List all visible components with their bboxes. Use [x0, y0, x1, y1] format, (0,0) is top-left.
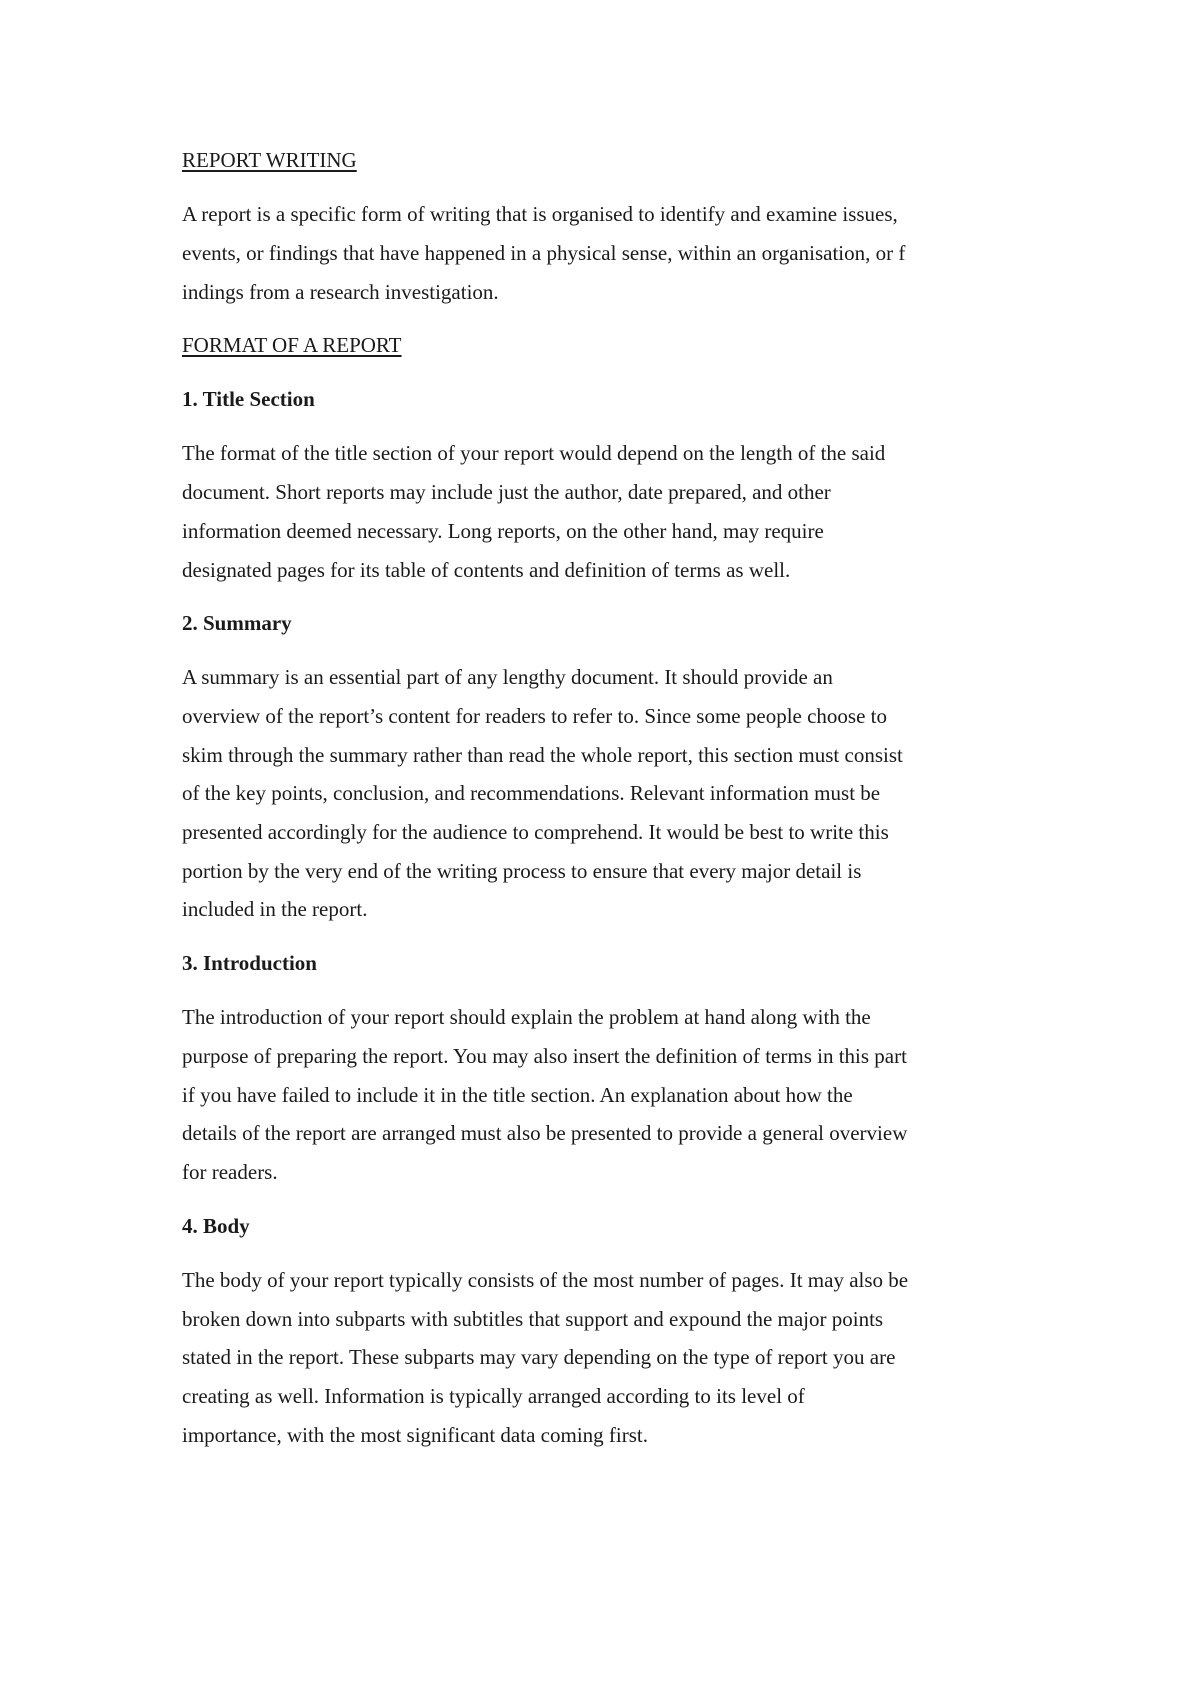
- section-line: The format of the title section of your report would depend on the length of the said: [182, 441, 886, 465]
- section-line: information deemed necessary. Long reports, on the other hand, may require: [182, 519, 824, 543]
- section-line: included in the report.: [182, 897, 368, 921]
- section-line: for readers.: [182, 1160, 278, 1184]
- section-line: document. Short reports may include just the author, date prepared, and other: [182, 480, 831, 504]
- section-line: portion by the very end of the writing process to ensure that every major detail is: [182, 859, 862, 883]
- section-heading-body: 4. Body: [182, 1214, 250, 1238]
- section-line: The introduction of your report should explain the problem at hand along with the: [182, 1005, 871, 1029]
- intro-line: A report is a specific form of writing that is organised to identify and examine issues,: [182, 202, 898, 226]
- section-heading-title-section: 1. Title Section: [182, 387, 315, 411]
- section-line: designated pages for its table of contents and definition of terms as well.: [182, 558, 791, 582]
- section-line: of the key points, conclusion, and recommendations. Relevant information must be: [182, 781, 881, 805]
- section-line: A summary is an essential part of any lengthy document. It should provide an: [182, 665, 833, 689]
- intro-line: indings from a research investigation.: [182, 280, 499, 304]
- section-line: purpose of preparing the report. You may also insert the definition of terms in this part: [182, 1044, 907, 1068]
- section-line: overview of the report’s content for readers to refer to. Since some people choose to: [182, 704, 887, 728]
- section-line: skim through the summary rather than read the whole report, this section must consist: [182, 743, 903, 767]
- section-heading-summary: 2. Summary: [182, 611, 292, 635]
- format-heading: FORMAT OF A REPORT: [182, 333, 402, 357]
- document-title: REPORT WRITING: [182, 148, 357, 172]
- section-line: importance, with the most significant data coming first.: [182, 1423, 648, 1447]
- section-line: presented accordingly for the audience to comprehend. It would be best to write this: [182, 820, 889, 844]
- section-line: details of the report are arranged must also be presented to provide a general overview: [182, 1121, 908, 1145]
- section-line: broken down into subparts with subtitles that support and expound the major points: [182, 1307, 884, 1331]
- section-line: creating as well. Information is typically arranged according to its level of: [182, 1384, 805, 1408]
- section-line: stated in the report. These subparts may vary depending on the type of report you are: [182, 1345, 896, 1369]
- section-line: The body of your report typically consists of the most number of pages. It may also be: [182, 1268, 909, 1292]
- section-line: if you have failed to include it in the title section. An explanation about how the: [182, 1083, 853, 1107]
- section-heading-introduction: 3. Introduction: [182, 951, 317, 975]
- intro-line: events, or findings that have happened in a physical sense, within an organisation, or f: [182, 241, 906, 265]
